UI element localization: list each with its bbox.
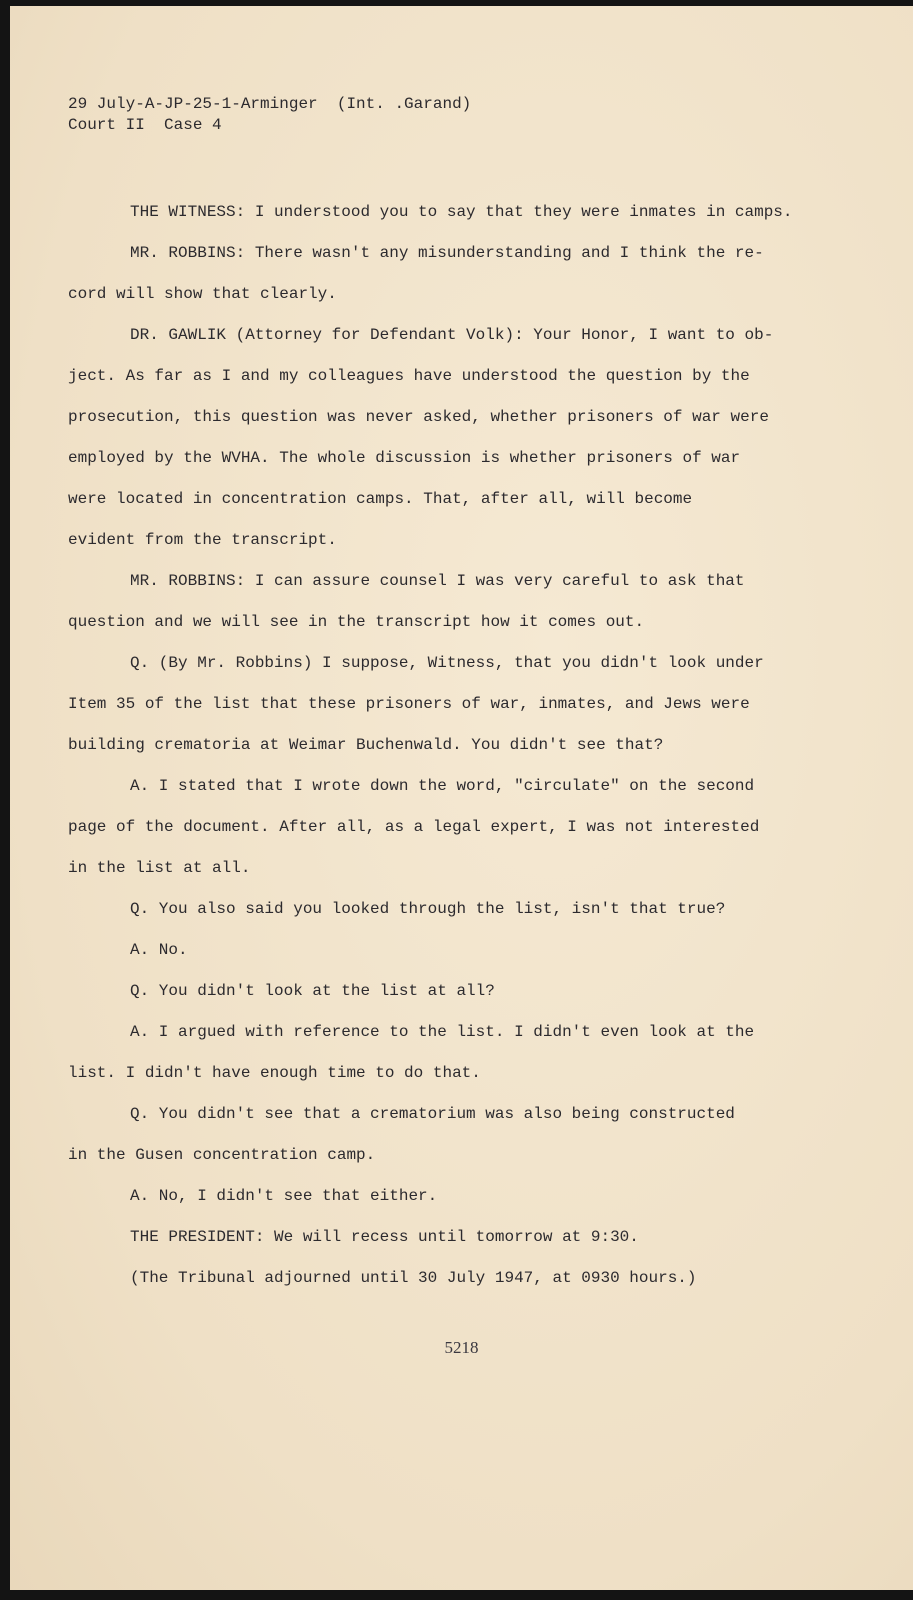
transcript-line: Item 35 of the list that these prisoners of war, inmates, and Jews were	[68, 695, 750, 713]
transcript-line: A. I argued with reference to the list. I didn't even look at the	[130, 1023, 755, 1041]
transcript-body	[68, 192, 828, 1299]
transcript-line: Q. (By Mr. Robbins) I suppose, Witness, that you didn't look under	[130, 654, 764, 672]
transcript-line: MR. ROBBINS: I can assure counsel I was very careful to ask that	[130, 572, 745, 590]
transcript-line: Q. You didn't look at the list at all?	[130, 982, 495, 1000]
transcript-line: list. I didn't have enough time to do that.	[68, 1064, 481, 1082]
transcript-line: page of the document. After all, as a legal expert, I was not interested	[68, 818, 760, 836]
transcript-line: THE WITNESS: I understood you to say that they were inmates in camps.	[130, 203, 793, 221]
document-header	[68, 94, 471, 136]
transcript-line: THE PRESIDENT: We will recess until tomorrow at 9:30.	[130, 1228, 639, 1246]
transcript-line: (The Tribunal adjourned until 30 July 1947, at 0930 hours.)	[130, 1269, 697, 1287]
document-page	[10, 6, 913, 1590]
transcript-line: A. I stated that I wrote down the word, "circulate" on the second	[130, 777, 755, 795]
transcript-line: ject. As far as I and my colleagues have understood the question by the	[68, 367, 750, 385]
transcript-line: building crematoria at Weimar Buchenwald. You didn't see that?	[68, 736, 664, 754]
transcript-line: cord will show that clearly.	[68, 285, 337, 303]
transcript-line: A. No.	[130, 941, 188, 959]
transcript-line: in the list at all.	[68, 859, 251, 877]
transcript-line: question and we will see in the transcript how it comes out.	[68, 613, 645, 631]
transcript-line: evident from the transcript.	[68, 531, 337, 549]
transcript-line: were located in concentration camps. That, after all, will become	[68, 490, 693, 508]
transcript-line: MR. ROBBINS: There wasn't any misunderstanding and I think the re-	[130, 244, 764, 262]
header-line-1: 29 July-A-JP-25-1-Arminger (Int. .Garand)	[68, 95, 472, 113]
transcript-line: Q. You didn't see that a crematorium was also being constructed	[130, 1105, 735, 1123]
transcript-line: prosecution, this question was never asked, whether prisoners of war were	[68, 408, 769, 426]
transcript-line: employed by the WVHA. The whole discussion is whether prisoners of war	[68, 449, 741, 467]
page-number: 5218	[444, 1338, 479, 1357]
transcript-line: DR. GAWLIK (Attorney for Defendant Volk): Your Honor, I want to ob-	[130, 326, 774, 344]
header-line-2: Court II Case 4	[68, 116, 222, 134]
transcript-line: Q. You also said you looked through the list, isn't that true?	[130, 900, 726, 918]
transcript-line: in the Gusen concentration camp.	[68, 1146, 376, 1164]
transcript-line: A. No, I didn't see that either.	[130, 1187, 438, 1205]
